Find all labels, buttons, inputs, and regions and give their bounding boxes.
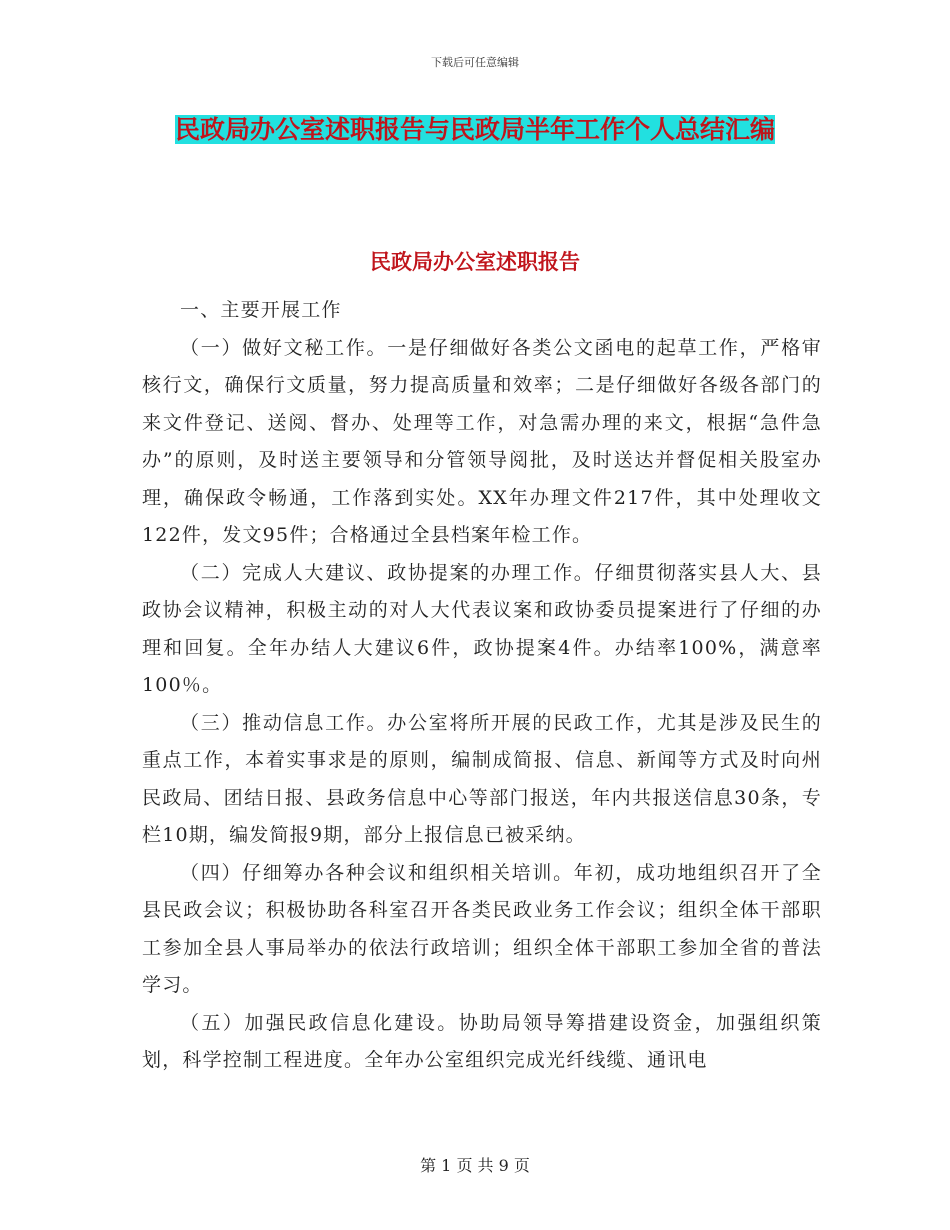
document-body (142, 292, 822, 1080)
page-footer: 第 1 页 共 9 页 (420, 1156, 530, 1175)
paragraph: 一、主要开展工作 (180, 299, 342, 321)
document-title-text: 民政局办公室述职报告与民政局半年工作个人总结汇编 (174, 115, 775, 144)
paragraph: （二）完成人大建议、政协提案的办理工作。仔细贯彻落实县人大、县政协会议精神，积极主动的对人大代表议案和政协委员提案进行了仔细的办理和回复。全年办结人大建议6件，政协提案4件。办结率100%，满意率100％。 (142, 561, 822, 696)
header-note: 下载后可任意编辑 (431, 56, 519, 69)
document-title (140, 106, 810, 154)
paragraph: （四）仔细筹办各种会议和组织相关培训。年初，成功地组织召开了全县民政会议；积极协助各科室召开各类民政业务工作会议；组织全体干部职工参加全县人事局举办的依法行政培训；组织全体干部职工参加全省的普法学习。 (142, 861, 822, 996)
paragraph: （三）推动信息工作。办公室将所开展的民政工作，尤其是涉及民生的重点工作，本着实事求是的原则，编制成简报、信息、新闻等方式及时向州民政局、团结日报、县政务信息中心等部门报送，年内共报送信息30条，专栏10期，编发简报9期，部分上报信息已被采纳。 (142, 711, 822, 846)
section-title: 民政局办公室述职报告 (370, 249, 580, 274)
paragraph: （五）加强民政信息化建设。协助局领导筹措建设资金，加强组织策划，科学控制工程进度。全年办公室组织完成光纤线缆、通讯电 (142, 1011, 822, 1071)
paragraph: （一）做好文秘工作。一是仔细做好各类公文函电的起草工作，严格审核行文，确保行文质量，努力提高质量和效率；二是仔细做好各级各部门的来文件登记、送阅、督办、处理等工作，对急需办理的来文，根据“急件急办”的原则，及时送主要领导和分管领导阅批，及时送达并督促相关股室办理，确保政令畅通，工作落到实处。XX年办理文件217件，其中处理收文122件，发文95件；合格通过全县档案年检工作。 (142, 336, 822, 546)
